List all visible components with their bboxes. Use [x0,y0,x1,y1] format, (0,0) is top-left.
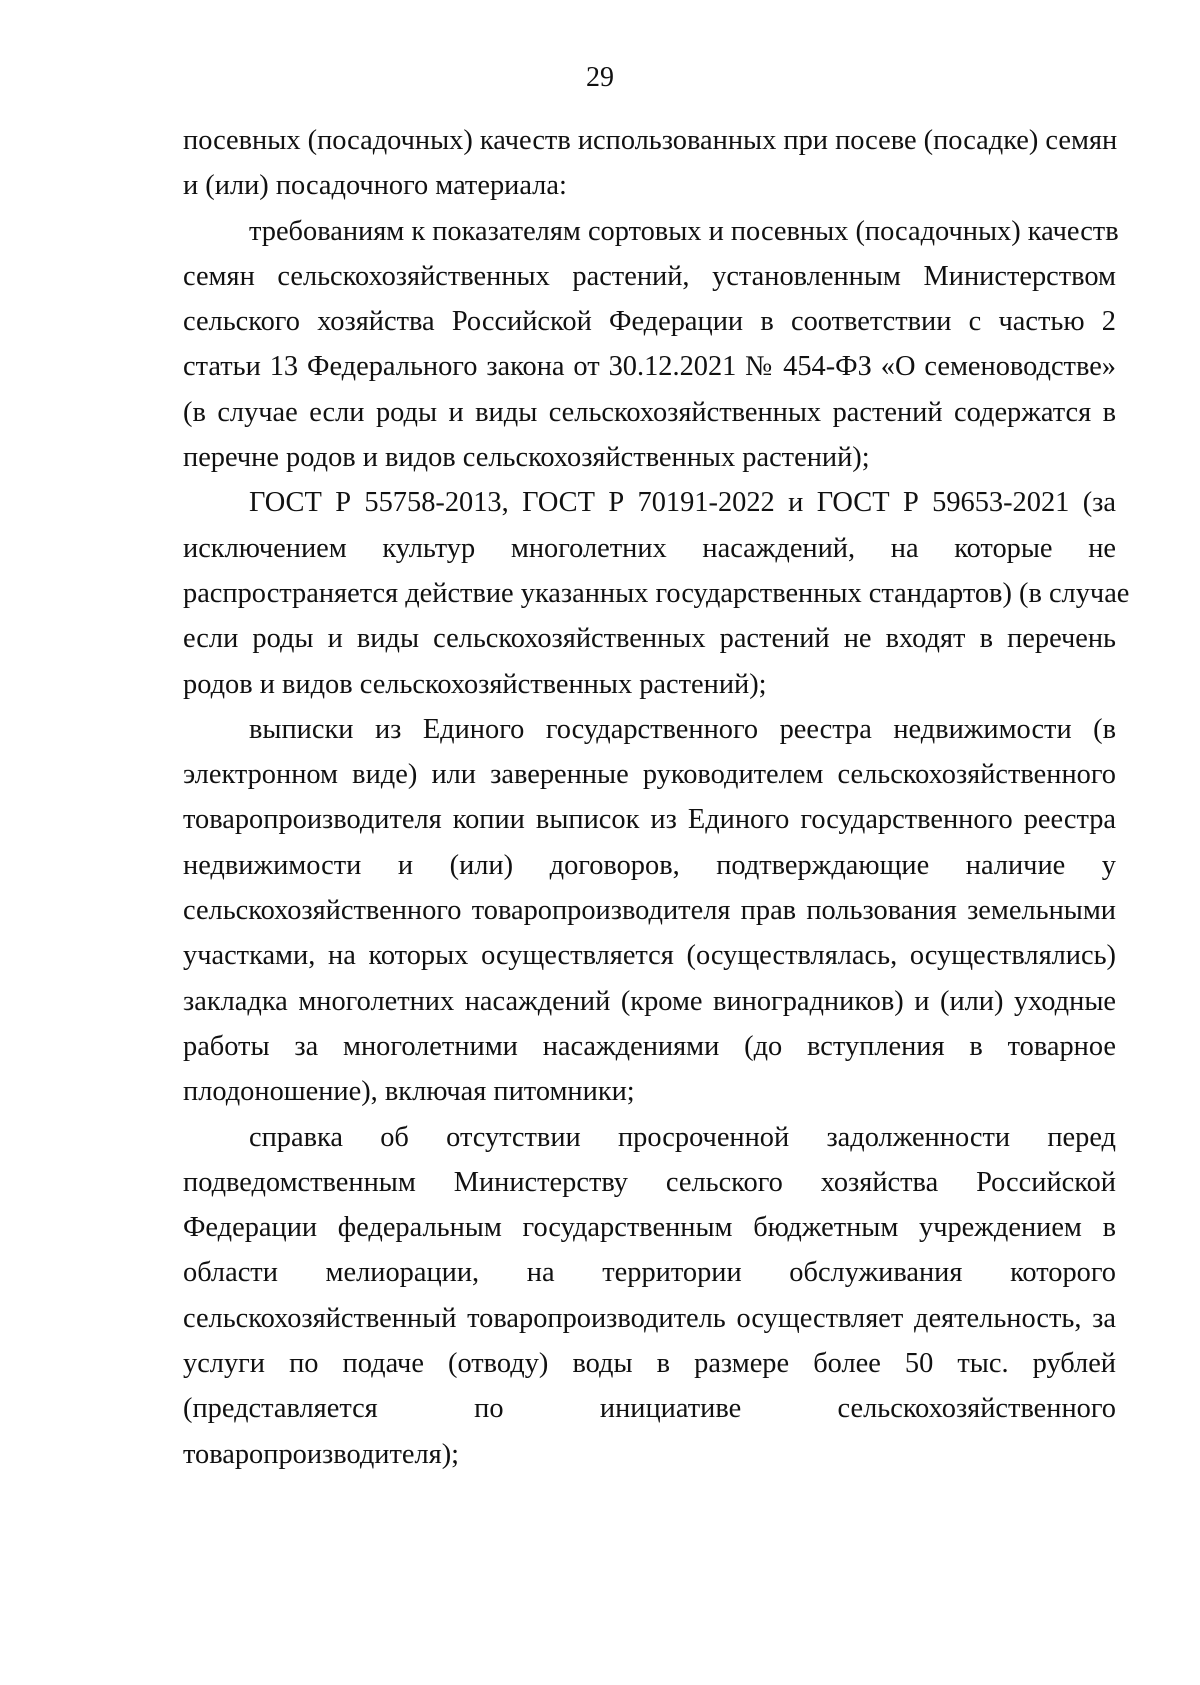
text-line: услуги по подаче (отводу) воды в размере более 50 тыс. рублей [183,1348,1116,1380]
text-line: сельского хозяйства Российской Федерации в соответствии с частью 2 [183,306,1116,338]
text-line: ГОСТ Р 55758-2013, ГОСТ Р 70191-2022 и ГОСТ Р 59653-2021 (за [249,487,1116,519]
text-line: и (или) посадочного материала: [183,170,567,202]
page-number: 29 [586,62,614,93]
text-line: товаропроизводителя); [183,1438,460,1470]
text-line: распространяется действие указанных государственных стандартов) (в случае [183,577,1130,609]
text-line: подведомственным Министерству сельского хозяйства Российской [183,1166,1116,1198]
text-line: (представляется по инициативе сельскохозяйственного [183,1393,1116,1425]
text-line: товаропроизводителя копии выписок из Единого государственного реестра [183,804,1116,836]
text-line: электронном виде) или заверенные руководителем сельскохозяйственного [183,759,1116,791]
document-body [183,118,1130,1477]
text-line: требованиям к показателям сортовых и посевных (посадочных) качеств [249,215,1119,247]
text-line: исключением культур многолетних насаждений, на которые не [183,532,1116,564]
text-line: работы за многолетними насаждениями (до вступления в товарное [183,1030,1116,1062]
text-line: закладка многолетних насаждений (кроме виноградников) и (или) уходные [183,985,1116,1017]
text-line: если роды и виды сельскохозяйственных растений не входят в перечень [183,623,1116,655]
text-line: (в случае если роды и виды сельскохозяйственных растений содержатся в [183,396,1116,428]
text-line: области мелиорации, на территории обслуживания которого [183,1257,1116,1289]
text-line: справка об отсутствии просроченной задолженности перед [249,1121,1116,1153]
text-line: статьи 13 Федерального закона от 30.12.2021 № 454-ФЗ «О семеноводстве» [183,351,1116,383]
text-line: Федерации федеральным государственным бюджетным учреждением в [183,1212,1116,1244]
text-line: недвижимости и (или) договоров, подтверждающие наличие у [183,849,1116,881]
text-line: посевных (посадочных) качеств использованных при посеве (посадке) семян [183,125,1118,156]
text-line: плодоношение), включая питомники; [183,1076,635,1108]
text-line: семян сельскохозяйственных растений, установленным Министерством [183,260,1116,292]
text-line: выписки из Единого государственного реестра недвижимости (в [249,713,1116,745]
text-line: сельскохозяйственный товаропроизводитель осуществляет деятельность, за [183,1302,1116,1334]
text-line: перечне родов и видов сельскохозяйственных растений); [183,442,870,474]
text-line: сельскохозяйственного товаропроизводителя прав пользования земельными [183,895,1116,927]
text-line: родов и видов сельскохозяйственных растений); [183,668,767,700]
text-line: участками, на которых осуществляется (осуществлялась, осуществлялись) [183,940,1116,972]
